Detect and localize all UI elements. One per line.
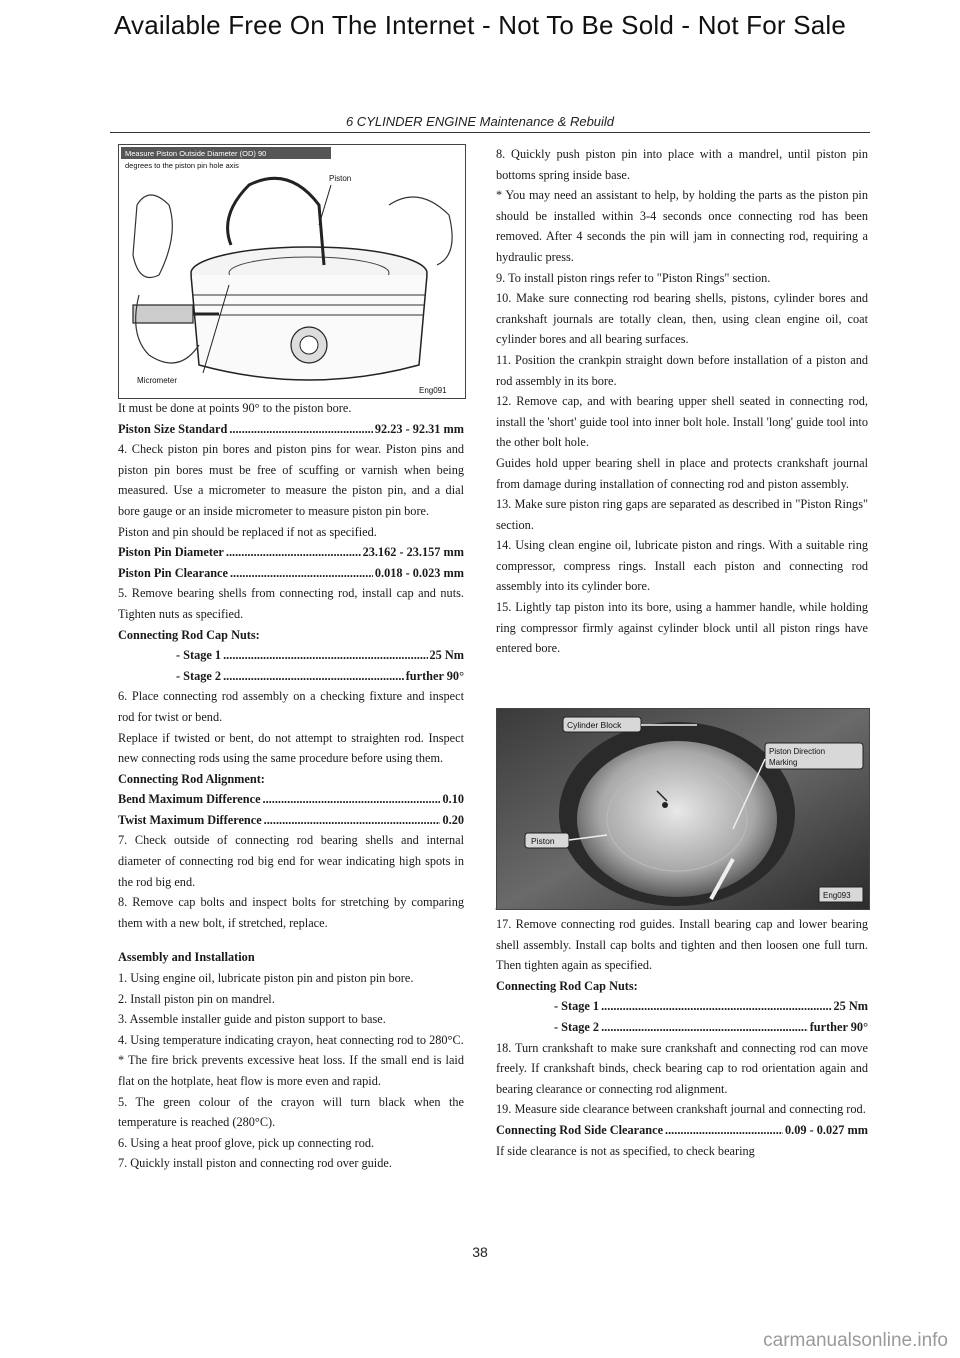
paragraph: * You may need an assistant to help, by holding the parts as the piston pin should be installed within 3-4 seconds once connecting rod has been removed. After 4 seconds the pin will jam in connecting rod, requiring a hydraulic press. xyxy=(496,188,868,264)
spec-label: - Stage 2 xyxy=(554,1020,600,1034)
figure2-label-direction-line2: Marking xyxy=(769,758,798,767)
paragraph: If side clearance is not as specified, to check bearing xyxy=(496,1143,755,1158)
spec-value: 25 Nm xyxy=(429,648,464,663)
paragraph: It must be done at points 90° to the piston bore. xyxy=(118,401,352,415)
paragraph: 4. Using temperature indicating crayon, heat connecting rod to 280°C. xyxy=(118,1032,464,1047)
spec-line xyxy=(118,645,464,666)
spec-label: - Stage 1 xyxy=(176,648,222,663)
section-heading: Assembly and Installation xyxy=(118,950,255,965)
paragraph: 14. Using clean engine oil, lubricate piston and rings. With a suitable ring compressor, compress rings. Install each piston and connecting rod assembly into its cylinder bore. xyxy=(496,538,868,594)
paragraph: 13. Make sure piston ring gaps are separated as described in "Piston Rings" section. xyxy=(496,497,868,532)
figure2-label-piston: Piston xyxy=(531,836,555,846)
figure-piston-in-block xyxy=(496,708,870,910)
figure1-label-micrometer: Micrometer xyxy=(137,376,178,385)
spec-line xyxy=(496,1120,868,1141)
direction-mark xyxy=(662,802,668,808)
spec-value: 25 Nm xyxy=(833,999,868,1014)
piston-in-block-photo xyxy=(497,709,869,909)
right-column xyxy=(496,144,868,1161)
spec-value: 23.162 - 23.157 mm xyxy=(362,545,464,560)
paragraph: 18. Turn crankshaft to make sure crankshaft and connecting rod can move freely. If crankshaft binds, check bearing cap to rod orientation again and bearing clearance or connecting rod alignment. xyxy=(496,1040,868,1096)
paragraph: 10. Make sure connecting rod bearing shells, pistons, cylinder bores and crankshaft journals are totally clean, then, using clean engine oil, coat cylinder bores and all bearing surfaces. xyxy=(496,291,868,347)
paragraph: 5. The green colour of the crayon will turn black when the temperature is reached (280°C). xyxy=(118,1094,464,1130)
paragraph: Replace if twisted or bent, do not attempt to straighten rod. Inspect new connecting rods using the same procedure before using them. xyxy=(118,730,464,766)
paragraph: 5. Remove bearing shells from connecting rod, install cap and nuts. Tighten nuts as specified. xyxy=(118,586,464,621)
paragraph: 6. Using a heat proof glove, pick up connecting rod. xyxy=(118,1135,375,1150)
spec-label: Connecting Rod Side Clearance xyxy=(496,1122,664,1137)
figure1-caption-line2: degrees to the piston pin hole axis xyxy=(125,161,239,170)
spec-label: Twist Maximum Difference xyxy=(118,812,262,827)
paragraph: 12. Remove cap, and with bearing upper shell seated in connecting rod, install the 'short' guide tool into inner bolt hole. Install 'long' guide tool into the other bolt hole. xyxy=(496,394,868,450)
page-number: 38 xyxy=(472,1244,488,1260)
spec-value: 92.23 - 92.31 mm xyxy=(374,421,464,436)
paragraph: 7. Check outside of connecting rod bearing shells and internal diameter of connecting rod big end for wear indicating high spots in the rod big end. xyxy=(118,833,464,889)
paragraph: 8. Remove cap bolts and inspect bolts for stretching by comparing them with a new bolt, if stretched, replace. xyxy=(118,895,464,930)
paragraph: 15. Lightly tap piston into its bore, using a hammer handle, while holding ring compressor firmly against cylinder block until all piston rings have entered bore. xyxy=(496,600,868,656)
paragraph: 2. Install piston pin on mandrel. xyxy=(118,991,275,1006)
paragraph: 6. Place connecting rod assembly on a checking fixture and inspect rod for twist or bend. xyxy=(118,689,464,724)
paragraph: Piston and pin should be replaced if not as specified. xyxy=(118,524,377,539)
figure2-code: Eng093 xyxy=(823,891,851,900)
paragraph: 4. Check piston pin bores and piston pins for wear. Piston pins and piston pin bores must be free of scuffing or varnish when being measured. Use a micrometer to measure the piston pin, and a dial bore gauge or an inside micrometer to measure piston pin bore. xyxy=(118,442,464,518)
paragraph: 7. Quickly install piston and connecting rod over guide. xyxy=(118,1156,392,1171)
spec-line xyxy=(496,1017,868,1038)
figure1-code: Eng091 xyxy=(419,386,447,395)
paragraph: 11. Position the crankpin straight down before installation of a piston and rod assembly in its bore. xyxy=(496,352,868,388)
figure2-label-cylinder-block: Cylinder Block xyxy=(567,720,622,730)
left-column xyxy=(118,398,464,1174)
spec-line xyxy=(496,996,868,1017)
paragraph: 3. Assemble installer guide and piston support to base. xyxy=(118,1012,386,1027)
spec-value: further 90° xyxy=(809,1020,868,1034)
paragraph: Guides hold upper bearing shell in place and protects crankshaft journal from damage during installation of connecting rod and piston assembly. xyxy=(496,455,868,491)
spec-label: Piston Pin Clearance xyxy=(118,565,228,580)
subheading: Connecting Rod Cap Nuts: xyxy=(496,978,638,993)
paragraph: 19. Measure side clearance between crankshaft journal and connecting rod. xyxy=(496,1102,866,1117)
spec-line xyxy=(118,419,464,440)
paragraph: 17. Remove connecting rod guides. Install bearing cap and lower bearing shell assembly. Install cap bolts and tighten and then loosen one full turn. Then tighten again as specified. xyxy=(496,917,868,973)
spec-line xyxy=(118,542,464,563)
spec-label: Bend Maximum Difference xyxy=(118,792,261,807)
spec-value: 0.09 - 0.027 mm xyxy=(785,1122,868,1137)
spec-label: Piston Pin Diameter xyxy=(118,545,224,560)
figure1-label-piston: Piston xyxy=(329,174,352,183)
paragraph: 1. Using engine oil, lubricate piston pin and piston pin bore. xyxy=(118,971,414,986)
spec-line xyxy=(118,810,464,831)
paragraph: 8. Quickly push piston pin into place with a mandrel, until piston pin bottoms spring inside base. xyxy=(496,147,868,182)
watermark: carmanualsonline.info xyxy=(763,1330,948,1351)
spec-label: - Stage 2 xyxy=(176,668,222,683)
spec-line xyxy=(118,666,464,687)
spec-line xyxy=(118,789,464,810)
distribution-banner: Available Free On The Internet - Not To Be Sold - Not For Sale xyxy=(113,10,847,40)
figure1-caption-line1: Measure Piston Outside Diameter (OD) 90 xyxy=(125,149,267,158)
figure2-label-direction-line1: Piston Direction xyxy=(769,747,826,756)
paragraph: 9. To install piston rings refer to "Piston Rings" section. xyxy=(496,270,771,285)
spec-value: 0.018 - 0.023 mm xyxy=(374,565,464,580)
subheading: Connecting Rod Cap Nuts: xyxy=(118,627,260,642)
micrometer-thimble xyxy=(133,305,193,323)
piston-micrometer-illustration xyxy=(119,145,465,398)
spec-label: Piston Size Standard xyxy=(118,421,228,436)
header-rule xyxy=(110,132,870,133)
subheading: Connecting Rod Alignment: xyxy=(118,771,265,786)
spec-value: further 90° xyxy=(405,668,464,683)
spec-value: 0.20 xyxy=(442,812,464,827)
figure-piston-micrometer xyxy=(118,144,466,399)
spec-line xyxy=(118,563,464,584)
paragraph: * The fire brick prevents excessive heat loss. If the small end is laid flat on the hotplate, heat flow is more even and rapid. xyxy=(118,1053,464,1088)
spec-label: - Stage 1 xyxy=(554,999,600,1014)
spec-value: 0.10 xyxy=(442,792,464,807)
running-head: 6 CYLINDER ENGINE Maintenance & Rebuild xyxy=(345,114,615,129)
